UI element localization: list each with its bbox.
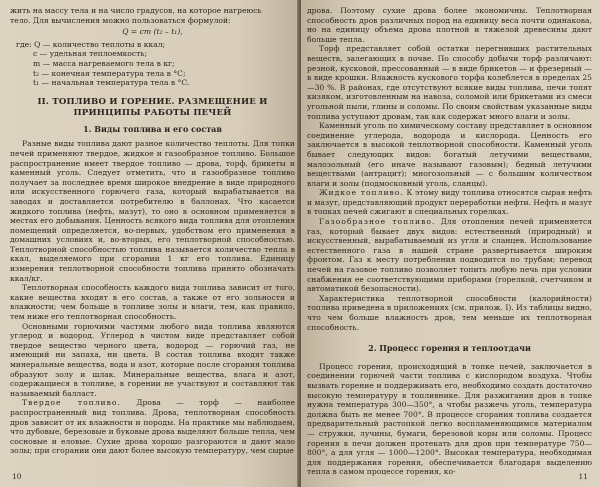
top-line-1: жить на массу тела и на число градусов, на которое нагреюсь (10, 6, 262, 15)
legend-item: t₁ — начальная температура тела в °C. (33, 78, 190, 88)
paragraph: Торф представляет собой остатки перегнивших растительных веществ, залегающих в почве. По способу добычи торф различают: резной, кусковой, прессованный — в виде брикетов — и фрезерный — в виде крошки. Влажность кускового торфа колеблется в пределах 25—30 %. В районах, где отсутствуют всякие виды топлива, печи топят кизяком, изготовленным на навоза, соломой или брикетами из смеси угольной пыли, глины и соломы. По своим свойствам указанные виды топлива уступают дровам, так как содержат много влаги и золы. (307, 44, 592, 121)
paragraph: дрова. Поэтому сухие дрова более экономичны. Теплотворная способность дров различных пород на единицу веса почти одинакова, но на единицу объема дрова плотной и тяжелой древесины дают больше тепла. (307, 6, 592, 44)
top-line-2: тело. Для вычисления можно пользоваться формулой: (10, 15, 231, 25)
paragraph: Основными горючими частями любого вида топлива являются углерод и водород. Углерод в чистом виде представляет собой твердое вещество черного цвета, водород — горючий газ, не имеющий ни запаха, ни цвета. В состав топлива входят также минеральные вещества, вода и азот, которые после сгорания топлива образуют золу и шлак. Минеральные вещества, влага и азот, содержащиеся в топливе, в горении не участвуют и составляют так называемый балласт. (10, 321, 295, 398)
paragraph-text: Дрова — торф — наиболее распространенный вид топлива. Дрова, теплотворная способность дров зависит от их влажности и породы. На практике мы наблюдаем, что дубовые, березовые и буковые дрова выделяют больше тепла, чем сосновые и еловые. Сухие дрова хорошо разгораются и дают мало золы; при сгорании они дают более высокую температуру, чем сырые (10, 398, 295, 456)
run-in-heading: Газообразное топливо. (319, 217, 436, 227)
right-page (301, 0, 600, 487)
chapter-title: II. ТОПЛИВО И ГОРЕНИЕ. РАЗМЕЩЕНИЕ И ПРИНЦИПЫ РАБОТЫ ПЕЧЕЙ (37, 96, 268, 118)
page-number: 11 (578, 472, 588, 482)
paragraph (307, 217, 592, 294)
formula-legend (16, 40, 295, 88)
legend-item: m — масса нагреваемого тела в кг; (33, 58, 175, 68)
run-in-heading: Твердое топливо. (22, 398, 121, 408)
paragraph-text: К этому виду топлива относятся сырая нефть и мазут, представляющий продукт переработки нефти. Нефть и мазут в топках печей сжигают в специальных горелках. (307, 188, 592, 217)
paragraph: Каменный уголь по химическому составу представляет в основном соединение углерода, водорода и кислорода. Ценность его заключается в высокой теплотворной способности. Каменный уголь бывает следующих видов: богатый летучими веществами, малозольный (его иначе называют газовым); бедный летучими веществами (антрацит); многозольный — с большим количеством влаги и золы (подмосковный уголь, сланцы). (307, 121, 592, 188)
paragraph (10, 398, 295, 456)
paragraph: Процесс горения, происходящий в топке печей, заключается в соединении горючей части топлива с кислородом воздуха. Чтобы вызвать горение и поддерживать его, необходимо создать достаточно высокую температуру в топливнике. Для разжигания дров в топке нужна температура 300—350°, а чтобы разжечь уголь, температура должна быть не менее 700°. В процессе сгорания топлива создается предварительный растопкой легко воспламеняющимся материалом — стружки, лучины, бумаги, березовой коры или соломы. Процесс горения в печи должен протекать для дров при температуре 750—800°, а для угля — 1000—1200°. Высокая температура, необходимая для поддержания горения, обеспечивается благодаря выделению тепла в самом процессе горения, ко- (307, 361, 592, 477)
legend-item: c — удельная теплоемкость; (33, 49, 148, 59)
section-title: 1. Виды топлива и его состав (83, 123, 222, 134)
paragraph: Теплотворная способность каждого вида топлива зависит от того, какие вещества входят в его состав, а также от его зольности и влажности; чем больше в топливе золы и влаги, тем, как правило, тем ниже его теплотворная способность. (10, 283, 295, 322)
left-page (0, 0, 299, 487)
paragraph-text: Для отопления печей применяется газ, который бывает двух видов: естественный (природный) и искусственный, вырабатываемый из угля и сланцев. Использование естественного газа в нашей стране развертывается широким фронтом. Газ к месту потребления подводится по трубам; перевод печей на газовое топливо позволяет топить любую печь при условии снабжения ее соответствующими приборами (горелкой, счетчиком и автоматикой безопасности). (307, 217, 592, 294)
paragraph (307, 188, 592, 217)
paragraph: Характеристика теплотворной способности (калорийности) топлива приведена в приложениях (см. прилож. I). Из таблицы видно, что чем больше влажность дров, тем меньше их теплотворная способность. (307, 293, 592, 332)
legend-item: t₂ — конечная температура тела в °C; (33, 68, 186, 78)
legend-item: где: Q — количество теплоты в ккал; (16, 39, 166, 49)
run-in-heading: Жидкое топливо. (319, 188, 404, 198)
section-title: 2. Процесс горения и теплоотдачи (368, 343, 531, 354)
heat-formula: Q = cm (t₂ – t₁), (122, 27, 183, 37)
paragraph: Разные виды топлива дают разное количество теплоты. Для топки печей применяют твердое, жидкое и газообразное топливо. Большое распространение имеет твердое топливо — дрова, торф, брикеты и каменный уголь. Следует отметить, что и газообразное топливо получает за последнее время широкое внедрение в виде природного или искусственного горючего газа, который вырабатывается на заводах и доставляется потребителю в баллонах. Что касается жидкого топлива (нефть, мазут), то оно в основном применяется в местах его добывания. Ценность всякого вида топлива для отопления помещений определяется, во-первых, удобством его применения в домашних условиях и, во-вторых, его теплотворной способностью. Теплотворной способностью топлива называется количество тепла в ккал, выделяемого при сгорании 1 кг его топлива. Единицу измерения теплотворной способности топлива принято обозначать ккал/кг. (10, 139, 295, 283)
page-number: 10 (12, 472, 22, 482)
